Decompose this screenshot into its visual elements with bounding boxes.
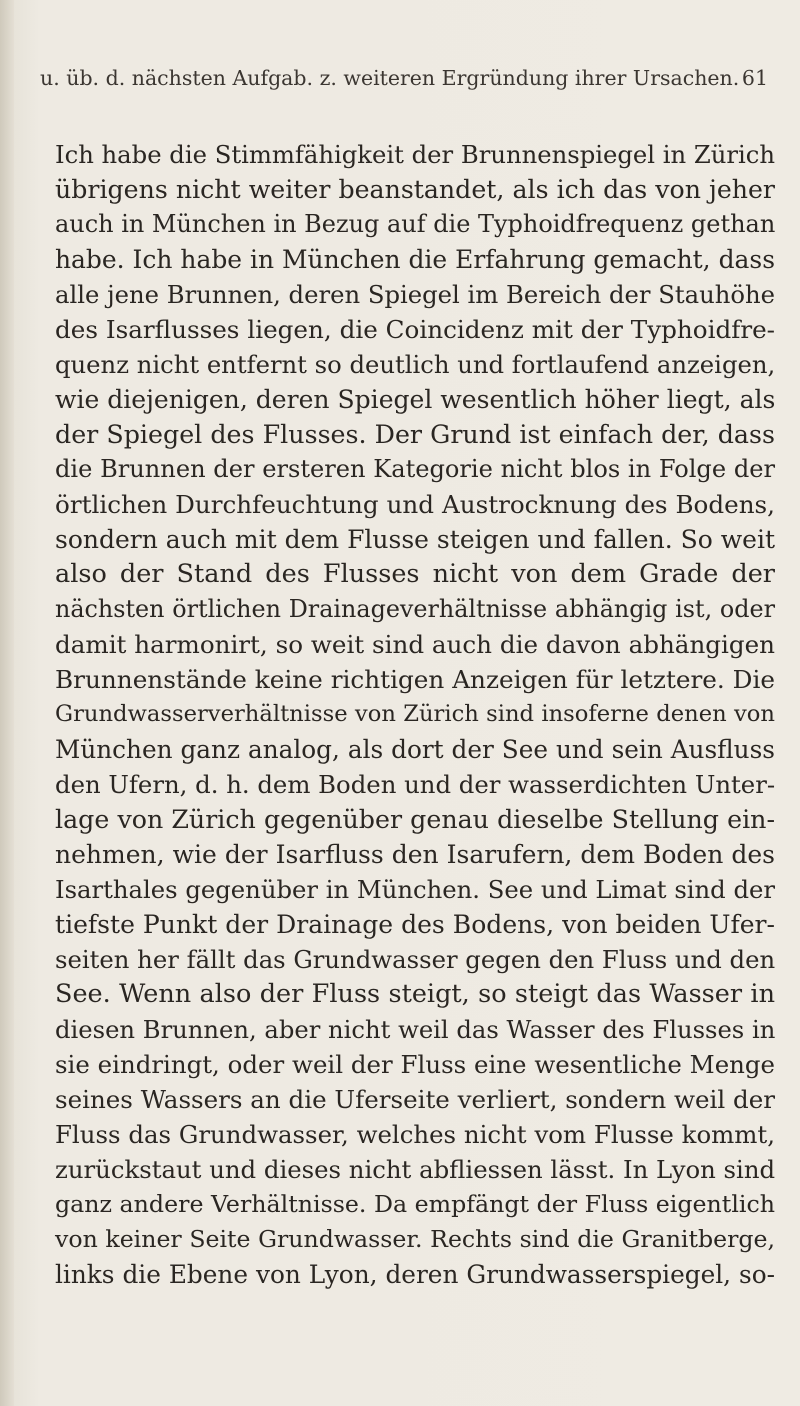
text-line: des Isarflusses liegen, die Coincidenz mit der Typhoidfre-: [55, 315, 775, 344]
text-line: seiten her fällt das Grundwasser gegen den Fluss und den: [55, 945, 776, 974]
text-line: wie diejenigen, deren Spiegel wesentlich höher liegt, als: [55, 385, 776, 414]
text-line: lage von Zürich gegenüber genau dieselbe Stellung ein-: [55, 805, 775, 834]
text-line: also der Stand des Flusses nicht von dem Grade der: [55, 559, 775, 589]
text-line: von keiner Seite Grundwasser. Rechts sind die Granitberge,: [55, 1225, 775, 1253]
text-line: quenz nicht entfernt so deutlich und fortlaufend anzeigen,: [55, 350, 776, 379]
page-number: 61: [741, 66, 768, 90]
text-line: sondern auch mit dem Flusse steigen und fallen. So weit: [55, 525, 775, 554]
text-line: München ganz analog, als dort der See und sein Ausfluss: [55, 735, 775, 764]
text-line: tiefste Punkt der Drainage des Bodens, von beiden Ufer-: [55, 910, 775, 939]
text-line: sie eindringt, oder weil der Fluss eine wesentliche Menge: [55, 1050, 775, 1079]
text-line: zurückstaut und dieses nicht abfliessen lässt. In Lyon sind: [55, 1155, 776, 1184]
running-head: [40, 66, 768, 90]
text-line: der Spiegel des Flusses. Der Grund ist einfach der, dass: [55, 419, 775, 449]
text-line: nehmen, wie der Isarfluss den Isarufern, dem Boden des: [55, 840, 775, 869]
text-line: Ich habe die Stimmfähigkeit der Brunnenspiegel in Zürich: [55, 140, 776, 169]
text-line: habe. Ich habe in München die Erfahrung gemacht, dass: [55, 245, 775, 274]
text-line: ganz andere Verhältnisse. Da empfängt der Fluss eigentlich: [55, 1190, 775, 1218]
body-text: [55, 137, 775, 1292]
text-line: die Brunnen der ersteren Kategorie nicht blos in Folge der: [55, 455, 775, 483]
text-line: Grundwasserverhältnisse von Zürich sind insoferne denen von: [55, 701, 775, 727]
text-line: Fluss das Grundwasser, welches nicht vom Flusse kommt,: [55, 1120, 775, 1149]
text-line: seines Wassers an die Uferseite verliert, sondern weil der: [55, 1085, 775, 1114]
text-line: örtlichen Durchfeuchtung und Austrocknung des Bodens,: [55, 490, 775, 519]
text-line: auch in München in Bezug auf die Typhoidfrequenz gethan: [55, 210, 776, 238]
text-line: Isarthales gegenüber in München. See und Limat sind der: [55, 875, 775, 904]
text-line: den Ufern, d. h. dem Boden und der wasserdichten Unter-: [55, 770, 776, 799]
text-line: alle jene Brunnen, deren Spiegel im Bereich der Stauhöhe: [55, 280, 775, 309]
running-head-title: u. üb. d. nächsten Aufgab. z. weiteren Ergründung ihrer Ursachen.: [40, 66, 740, 90]
text-line: links die Ebene von Lyon, deren Grundwasserspiegel, so-: [55, 1260, 775, 1289]
text-line: Brunnenstände keine richtigen Anzeigen für letztere. Die: [55, 665, 775, 694]
text-line: nächsten örtlichen Drainageverhältnisse abhängig ist, oder: [55, 595, 775, 623]
binding-gutter: [0, 0, 14, 1406]
text-line: damit harmonirt, so weit sind auch die davon abhängigen: [55, 630, 775, 659]
text-line: übrigens nicht weiter beanstandet, als ich das von jeher: [55, 175, 775, 204]
text-line: diesen Brunnen, aber nicht weil das Wasser des Flusses in: [55, 1015, 776, 1044]
text-line: See. Wenn also der Fluss steigt, so steigt das Wasser in: [55, 979, 775, 1009]
